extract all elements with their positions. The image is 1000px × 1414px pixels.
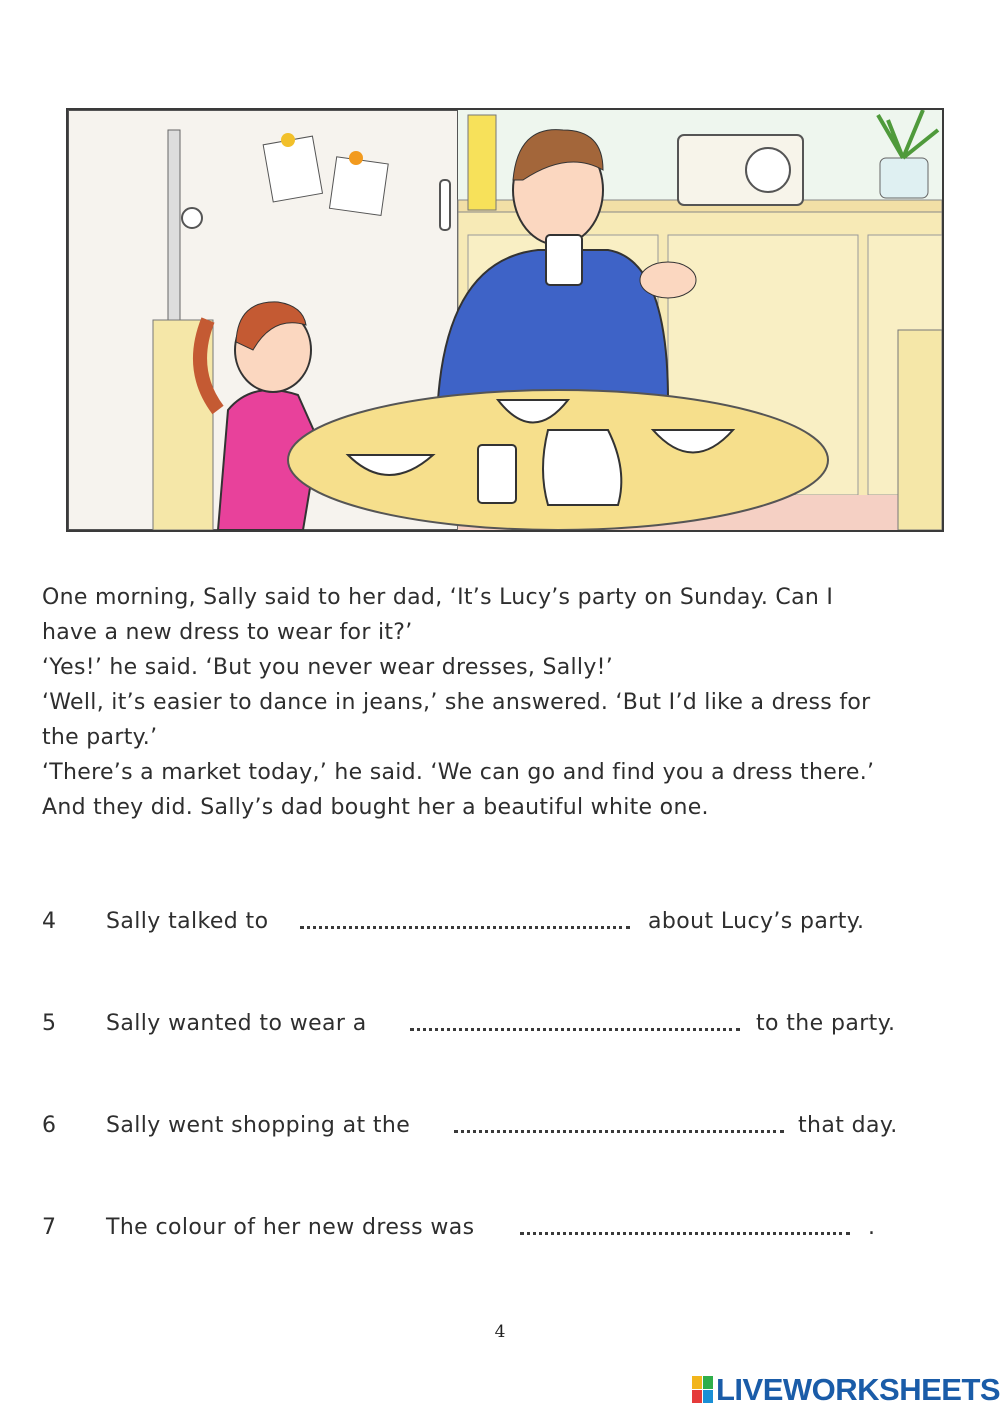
story-line: ‘Yes!’ he said. ‘But you never wear dresses, Sally!’	[42, 655, 614, 680]
question-number: 7	[42, 1215, 57, 1240]
answer-blank-4[interactable]	[300, 924, 630, 929]
story-line: the party.’	[42, 725, 158, 750]
story-line: ‘Well, it’s easier to dance in jeans,’ she answered. ‘But I’d like a dress for	[42, 690, 871, 715]
question-4	[42, 902, 962, 942]
story-line: And they did. Sally’s dad bought her a beautiful white one.	[42, 795, 709, 820]
page-number: 4	[494, 1322, 506, 1342]
story-line: ‘There’s a market today,’ he said. ‘We can go and find you a dress there.’	[42, 760, 875, 785]
answer-blank-7[interactable]	[520, 1230, 850, 1235]
question-prompt: Sally wanted to wear a	[106, 1011, 367, 1036]
question-prompt: Sally went shopping at the	[106, 1113, 411, 1138]
story-passage	[42, 580, 962, 825]
kitchen-breakfast-illustration	[66, 108, 944, 532]
question-suffix: to the party.	[756, 1011, 896, 1036]
question-5	[42, 1004, 962, 1044]
question-prompt: The colour of her new dress was	[106, 1215, 475, 1240]
question-6	[42, 1106, 962, 1146]
story-line: have a new dress to wear for it?’	[42, 620, 413, 645]
question-number: 5	[42, 1011, 57, 1036]
question-number: 6	[42, 1113, 57, 1138]
liveworksheets-logo[interactable]	[692, 1372, 1000, 1408]
question-suffix: that day.	[798, 1113, 898, 1138]
question-7	[42, 1208, 962, 1248]
question-suffix: about Lucy’s party.	[648, 909, 865, 934]
question-prompt: Sally talked to	[106, 909, 269, 934]
story-line: One morning, Sally said to her dad, ‘It’s Lucy’s party on Sunday. Can I	[42, 585, 834, 610]
kitchen-scene-image	[68, 110, 942, 530]
question-number: 4	[42, 909, 57, 934]
liveworksheets-logo-icon	[692, 1376, 714, 1404]
answer-blank-5[interactable]	[410, 1026, 740, 1031]
answer-blank-6[interactable]	[454, 1128, 784, 1133]
question-suffix: .	[868, 1215, 876, 1240]
logo-text: LIVEWORKSHEETS	[716, 1372, 1000, 1407]
